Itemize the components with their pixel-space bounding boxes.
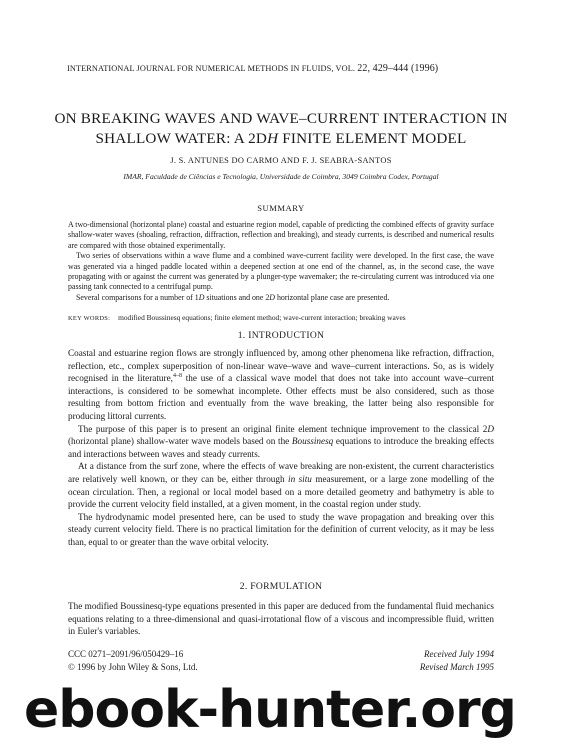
- footer-right: [300, 648, 494, 673]
- intro-p2-italic-1: D: [487, 423, 494, 434]
- copyright: © 1996 by John Wiley & Sons, Ltd.: [68, 661, 198, 672]
- summary-paragraph-2: Two series of observations within a wave flume and a combined wave-current facility were developed. In the first case, the wave was generated via a hinged paddle located within a deepened section at one end of the channel, as, in the second case, the wave propagating with or against the current was generated by a plunger-type wavemaker; the re-circulating current was introduced via one passing tank connected to a centrifugal pump.: [68, 251, 494, 292]
- summary-paragraph-3: [68, 293, 494, 303]
- summary-block: [68, 220, 494, 303]
- paper-title: [40, 109, 522, 149]
- citation-superscript: 4–8: [172, 373, 182, 380]
- journal-volume-pages: 22, 429–444 (1996): [357, 63, 439, 74]
- journal-name: INTERNATIONAL JOURNAL FOR NUMERICAL METHODS IN FLUIDS, VOL.: [67, 64, 356, 73]
- section-1-heading: 1. INTRODUCTION: [237, 330, 325, 341]
- intro-paragraph-4: The hydrodynamic model presented here, can be used to study the wave propagation and breaking over this steady current velocity field. There is no practical limitation for the definition of current velocity, as it may be less than, equal to or greater than the wave orbital velocity.: [68, 511, 494, 547]
- title-line-2: [40, 129, 522, 149]
- summary-heading: SUMMARY: [257, 203, 305, 213]
- summary-paragraph-1: A two-dimensional (horizontal plane) coastal and estuarine region model, capable of predicting the combined effects of gravity surface shallow-water waves (shoaling, refraction, diffraction, reflection and breaking), and steady currents, is described and numerical results are compared with those obtained experimentally.: [68, 220, 494, 250]
- summary-p3-pre: Several comparisons for a number of 1: [76, 292, 199, 302]
- intro-paragraph-3: [68, 460, 494, 510]
- title-line-1: ON BREAKING WAVES AND WAVE–CURRENT INTERACTION IN: [54, 110, 508, 127]
- intro-p2-italic-2: Boussinesq: [291, 436, 334, 447]
- revised-date: Revised March 1995: [419, 661, 494, 672]
- ccc-code: CCC 0271–2091/96/050429–16: [68, 649, 184, 659]
- summary-p3-post: horizontal plane case are presented.: [275, 292, 390, 302]
- intro-paragraph-2: [68, 423, 494, 461]
- affiliation: IMAR, Faculdade de Ciências e Tecnologia, Universidade de Coimbra, 3049 Coimbra Codex, Portugal: [123, 172, 439, 181]
- title-line-2-italic: H: [267, 130, 279, 147]
- received-date: Received July 1994: [424, 649, 494, 659]
- intro-paragraph-1: [68, 347, 494, 423]
- authors: J. S. ANTUNES DO CARMO AND F. J. SEABRA-SANTOS: [170, 156, 392, 165]
- section-2-heading: 2. FORMULATION: [239, 581, 323, 592]
- intro-p2-pre: The purpose of this paper is to present an original finite element technique improvement to the classical 2: [78, 423, 488, 434]
- intro-p2-mid: (horizontal plane) shallow-water wave models based on the: [68, 436, 292, 447]
- keywords: [68, 313, 498, 322]
- intro-p1-post: the use of a classical wave model that does not take into account wave–current interactions, is considered to be somewhat incomplete. Other effects must be also considered, such as those resulting from bottom friction and eventually from the wave breaking, the latter being also responsible for producing littoral currents.: [68, 373, 494, 421]
- keywords-text: modified Boussinesq equations; finite element method; wave-current interaction; breaking waves: [118, 313, 406, 322]
- title-line-2-post: FINITE ELEMENT MODEL: [278, 130, 467, 147]
- journal-header: [67, 63, 507, 74]
- keywords-label: KEY WORDS:: [68, 315, 111, 322]
- section-2-body: [68, 600, 494, 638]
- watermark: ebook-hunter.org: [24, 680, 516, 740]
- formulation-paragraph-1: The modified Boussinesq-type equations presented in this paper are deduced from the fundamental fluid mechanics equations relating to a three-dimensional and quasi-irrotational flow of a viscous and incompressible fluid, written in Euler's variables.: [68, 601, 494, 637]
- summary-p3-italic-2: D: [269, 292, 275, 302]
- section-1-body: [68, 347, 494, 549]
- summary-p3-italic-1: D: [198, 292, 205, 302]
- intro-p2-post: equations to introduce the breaking effects and interactions between waves and steady currents.: [68, 436, 495, 459]
- intro-p1-pre: Coastal and estuarine region flows are strongly influenced by, among other phenomena like refraction, diffraction, reflection, etc., complex superposition of non-linear wave–wave and wave–current interactions. So, as is widely recognised in the literature,: [68, 348, 494, 384]
- title-line-2-pre: SHALLOW WATER: A 2D: [95, 130, 268, 147]
- intro-p3-pre: At a distance from the surf zone, where the effects of wave breaking are non-existent, the current characteristics are relatively well known, or they can be, either through: [68, 461, 494, 484]
- footer-left: [68, 648, 288, 673]
- summary-p3-mid: situations and one 2: [204, 292, 270, 302]
- intro-p3-post: measurement, or a large zone modelling of the ocean circulation. Then, a regional or local model based on a more detailed geometry and bathymetry is able to provide the current velocity field installed, at a given moment, in the coastal region under study.: [68, 473, 495, 510]
- intro-p3-italic: in situ: [288, 473, 312, 484]
